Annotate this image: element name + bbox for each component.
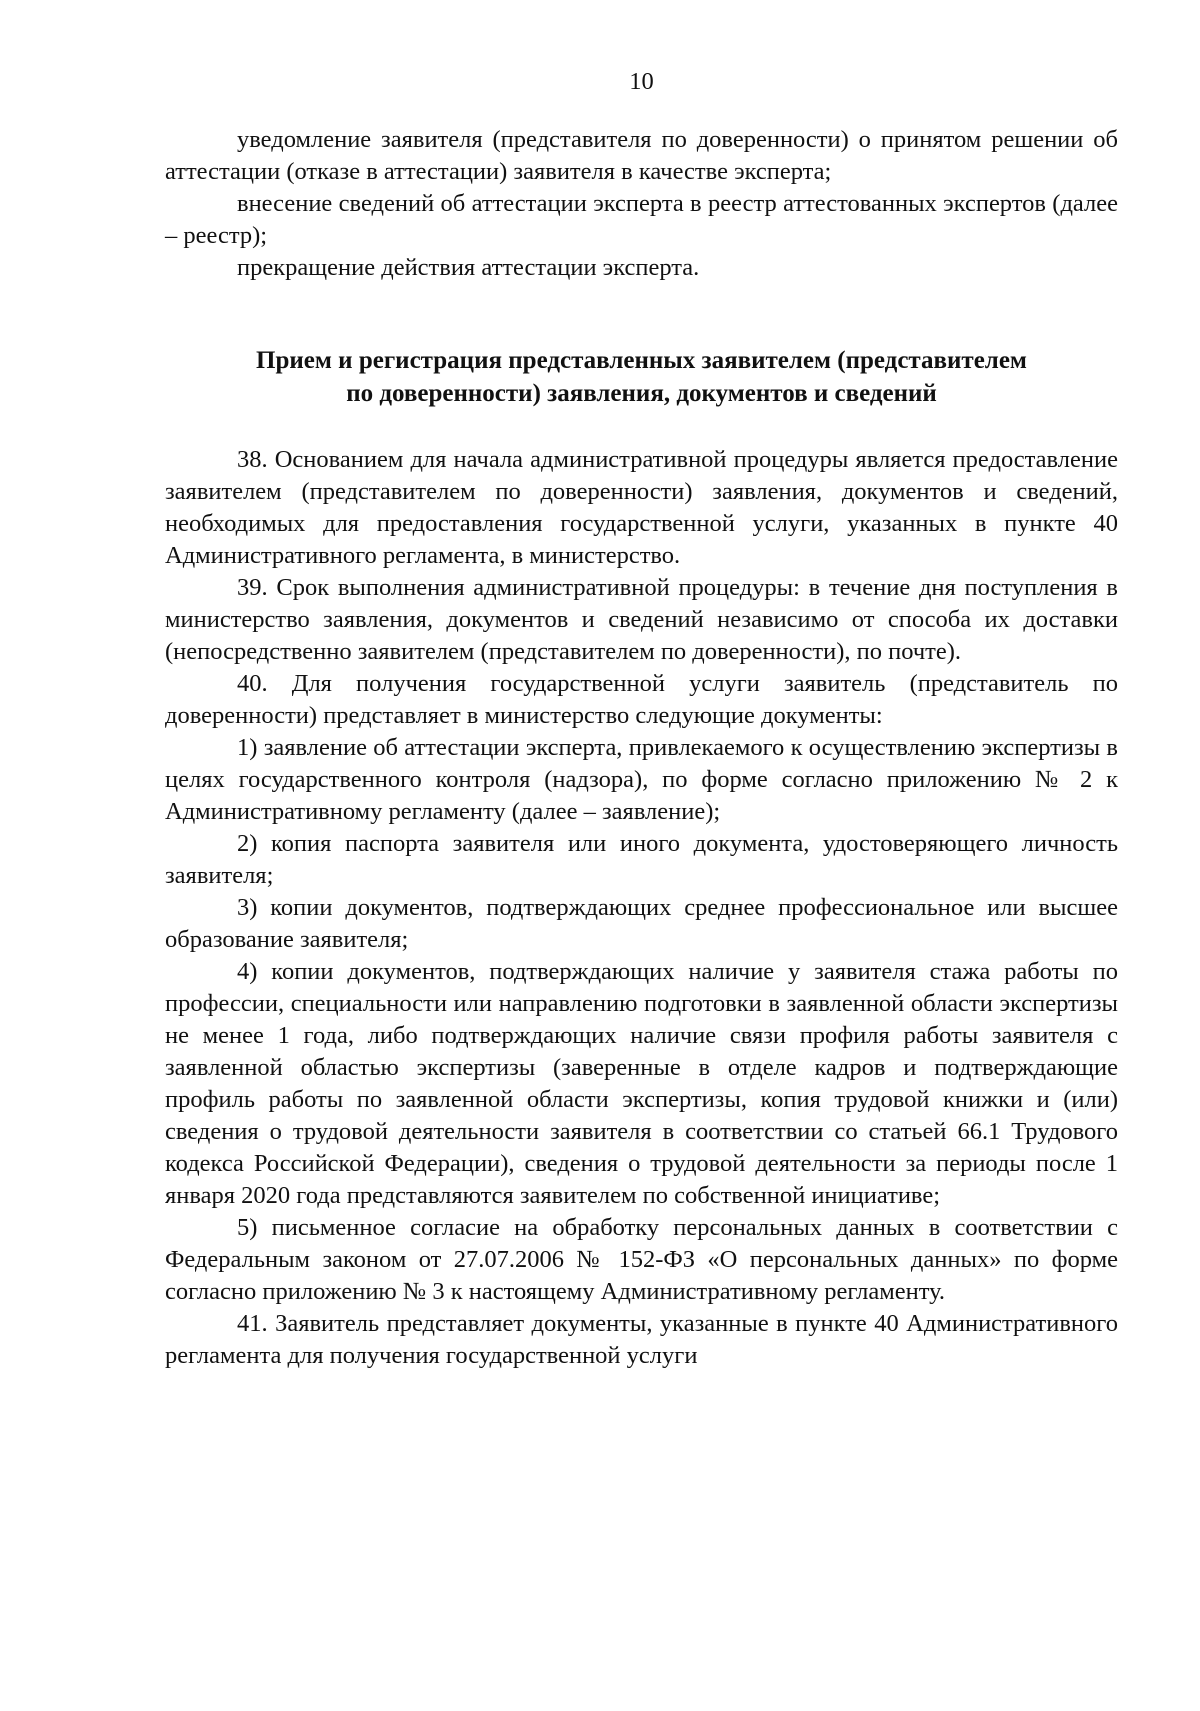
list-item-1: 1) заявление об аттестации эксперта, привлекаемого к осуществлению экспертизы в целях государственного контроля (надзора), по форме согласно приложению № 2 к Административному регламенту (далее – заявление);: [165, 734, 1118, 825]
paragraph-40: 40. Для получения государственной услуги заявитель (представитель по доверенности) представляет в министерство следующие документы:: [165, 670, 1118, 729]
paragraph-41: 41. Заявитель представляет документы, указанные в пункте 40 Административного регламента для получения государственной услуги: [165, 1310, 1118, 1369]
intro-item-notification: уведомление заявителя (представителя по доверенности) о принятом решении об аттестации (отказе в аттестации) заявителя в качестве эксперта;: [165, 126, 1118, 185]
page-number: 10: [629, 68, 654, 95]
list-item-2: 2) копия паспорта заявителя или иного документа, удостоверяющего личность заявителя;: [165, 830, 1118, 889]
section-heading: [165, 344, 1118, 410]
intro-item-termination: прекращение действия аттестации эксперта.: [237, 254, 700, 281]
list-item-5: 5) письменное согласие на обработку персональных данных в соответствии с Федеральным законом от 27.07.2006 № 152-ФЗ «О персональных данных» по форме согласно приложению № 3 к настоящему Административному регламенту.: [165, 1214, 1118, 1305]
paragraph-38: 38. Основанием для начала административной процедуры является предоставление заявителем (представителем по доверенности) заявления, документов и сведений, необходимых для предоставления государственной услуги, указанных в пункте 40 Административного регламента, в министерство.: [165, 446, 1118, 569]
list-item-3: 3) копии документов, подтверждающих среднее профессиональное или высшее образование заявителя;: [165, 894, 1118, 953]
section-heading-line-1: Прием и регистрация представленных заявителем (представителем: [256, 347, 1027, 374]
list-item-4: 4) копии документов, подтверждающих наличие у заявителя стажа работы по профессии, специальности или направлению подготовки в заявленной области экспертизы не менее 1 года, либо подтверждающих наличие связи профиля работы заявителя с заявленной областью экспертизы (заверенные в отделе кадров и подтверждающие профиль работы по заявленной области экспертизы, копия трудовой книжки и (или) сведения о трудовой деятельности заявителя в соответствии со статьей 66.1 Трудового кодекса Российской Федерации), сведения о трудовой деятельности за периоды после 1 января 2020 года представляются заявителем по собственной инициативе;: [165, 958, 1118, 1209]
paragraph-39: 39. Срок выполнения административной процедуры: в течение дня поступления в министерство заявления, документов и сведений независимо от способа их доставки (непосредственно заявителем (представителем по доверенности), по почте).: [165, 574, 1118, 665]
section-heading-line-2: по доверенности) заявления, документов и сведений: [346, 380, 937, 407]
intro-item-registry: внесение сведений об аттестации эксперта в реестр аттестованных экспертов (далее – реестр);: [165, 190, 1118, 249]
